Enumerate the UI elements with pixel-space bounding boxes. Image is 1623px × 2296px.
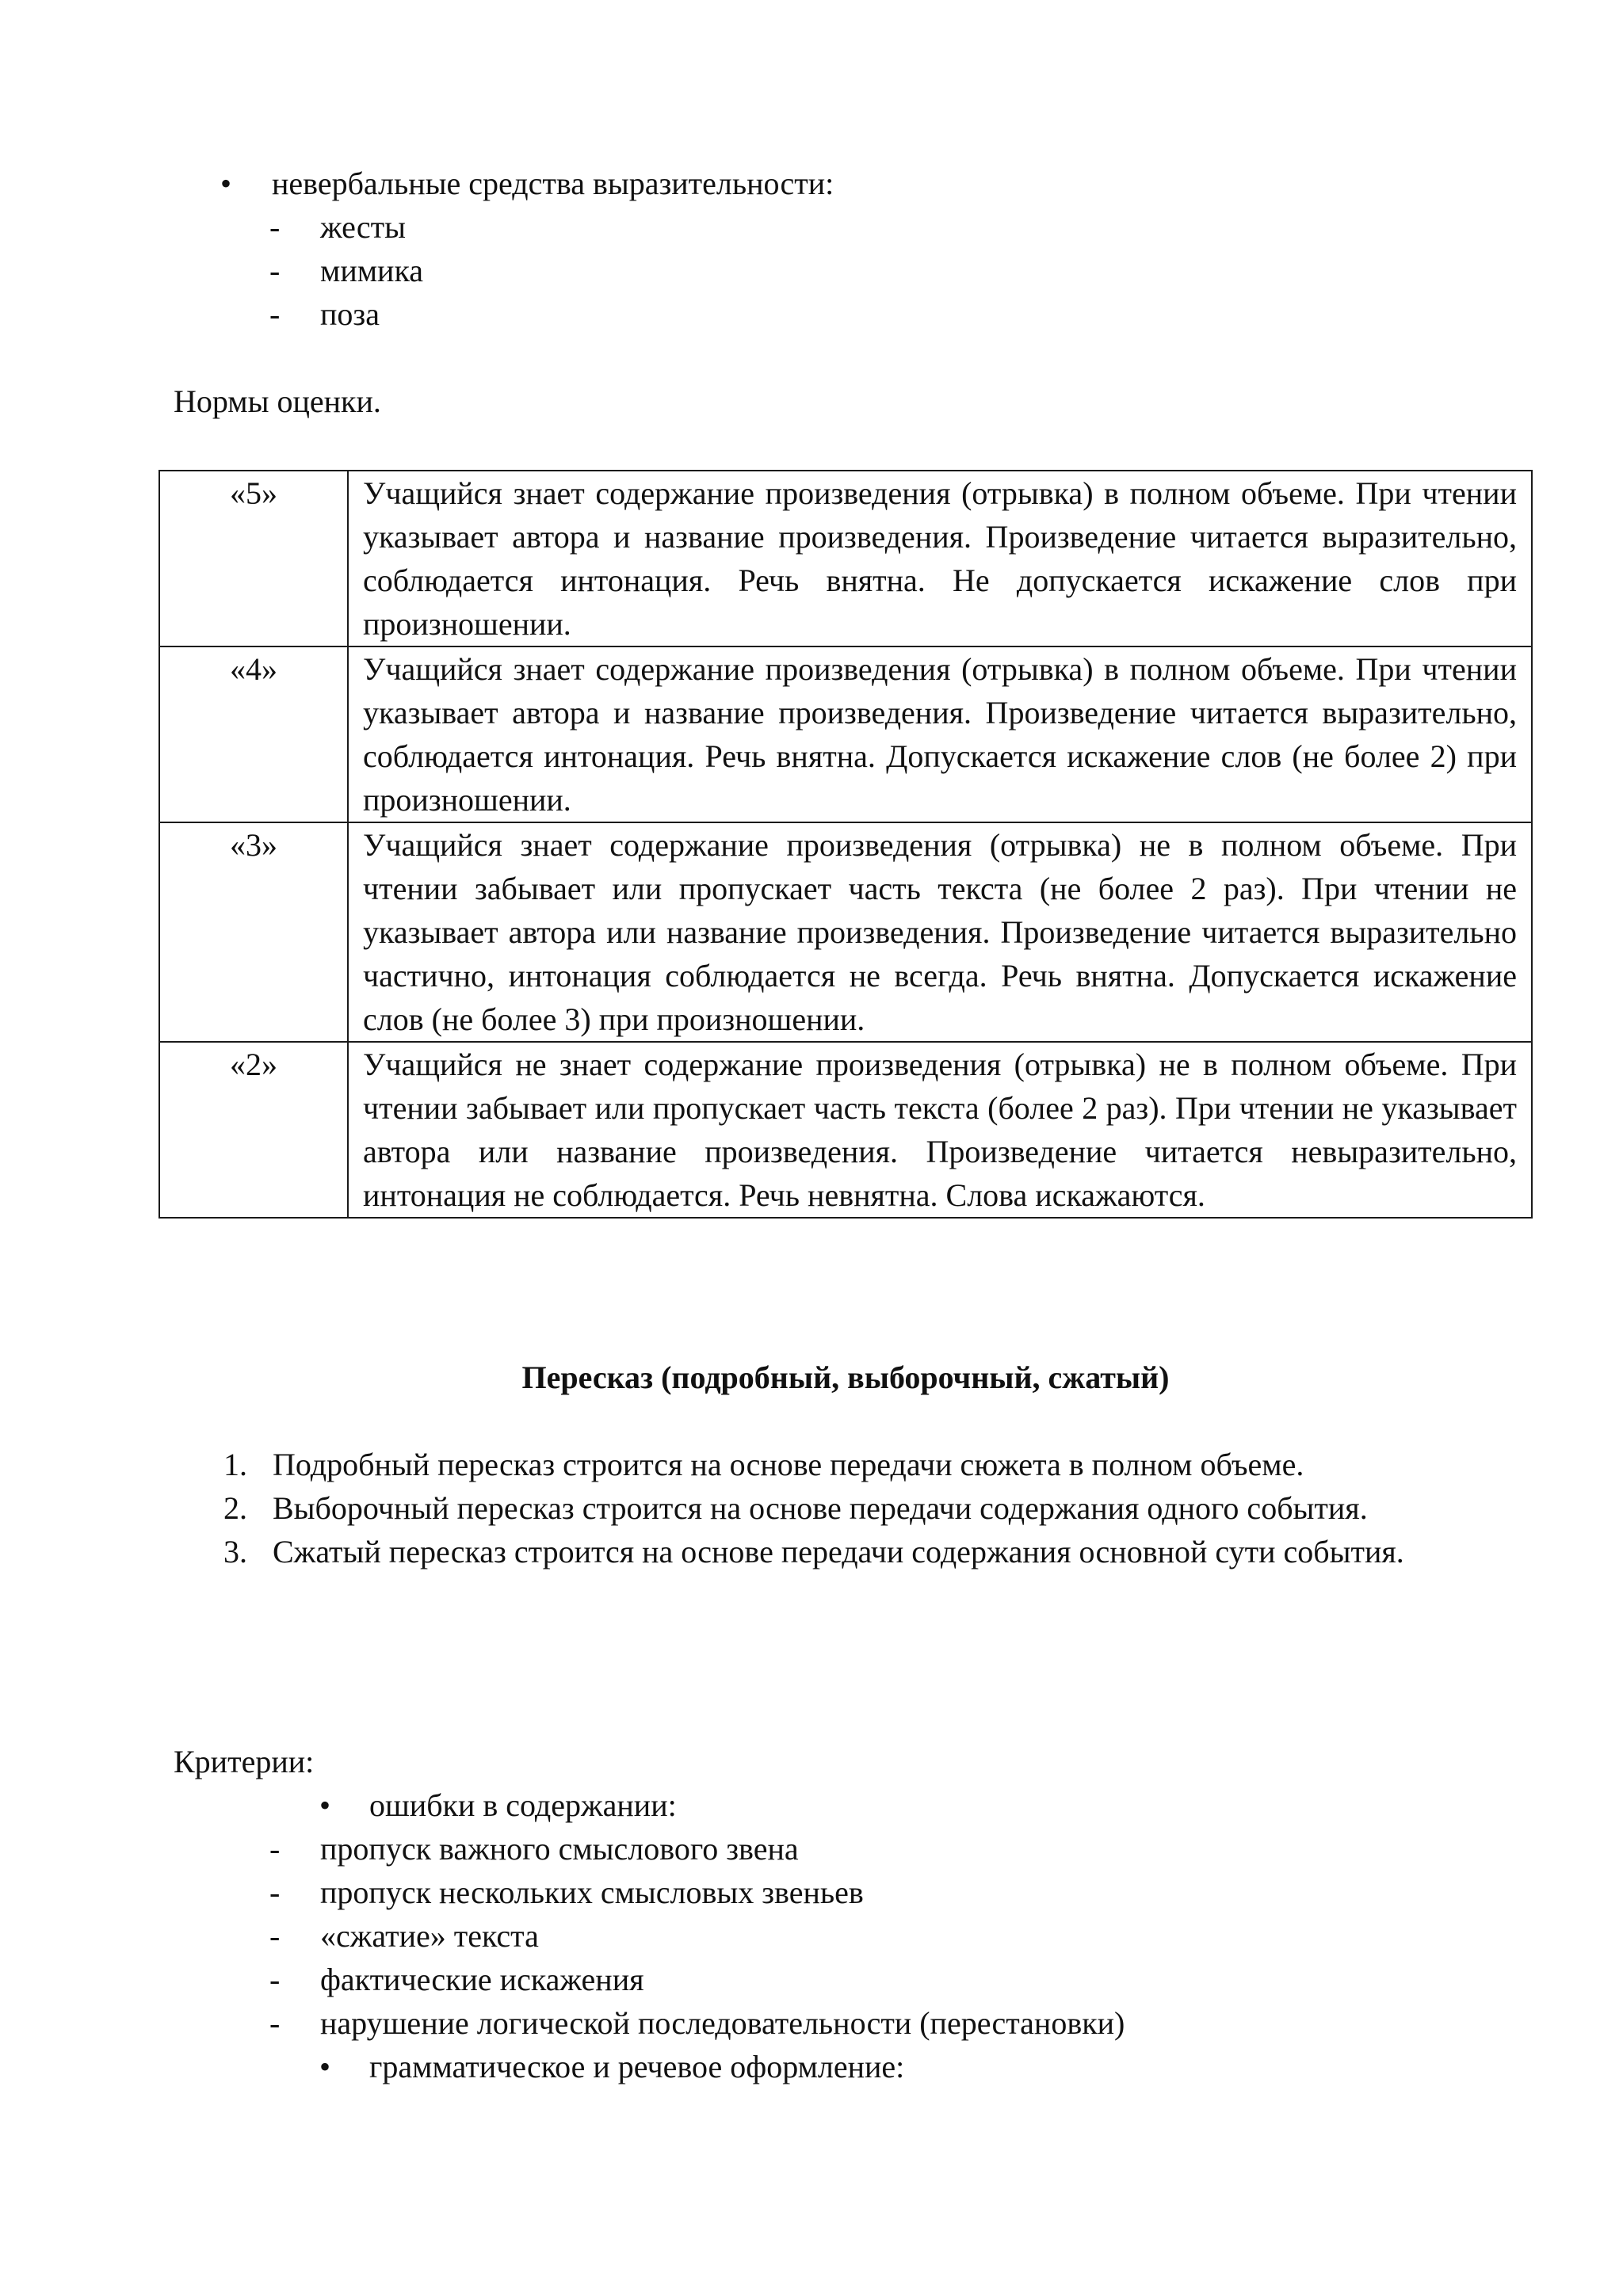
intro-bullet-text: невербальные средства выразительности: bbox=[272, 166, 834, 201]
list-item-text: Сжатый пересказ строится на основе передачи содержания основной сути события. bbox=[273, 1534, 1404, 1569]
list-number: 2. bbox=[223, 1490, 247, 1526]
grade-description-cell: Учащийся знает содержание произведения (отрывка) в полном объеме. При чтении указывает автора и название произведения. Произведение читается выразительно, соблюдается интонация. Речь внятна. Не допускается искажение слов при произношении. bbox=[348, 471, 1532, 646]
table-row bbox=[159, 1042, 1532, 1218]
list-item bbox=[223, 1530, 1623, 1573]
dash-marker: - bbox=[269, 1831, 281, 1867]
dash-marker: - bbox=[269, 1918, 281, 1954]
bullet-marker: • bbox=[220, 166, 232, 201]
dash-marker: - bbox=[269, 209, 281, 245]
grade-cell: «5» bbox=[159, 471, 348, 646]
list-number: 1. bbox=[223, 1447, 247, 1482]
dash-marker: - bbox=[269, 296, 281, 332]
criteria-dash-item: фактические искажения bbox=[320, 1962, 644, 1997]
grading-norms-table bbox=[158, 470, 1533, 1219]
grade-description-cell: Учащийся знает содержание произведения (отрывка) не в полном объеме. При чтении забывает или пропускает часть текста (не более 2 раз). При чтении не указывает автора или название произведения. Произведение читается выразительно частично, интонация соблюдается не всегда. Речь внятна. Допускается искажение слов (не более 3) при произношении. bbox=[348, 822, 1532, 1042]
grade-cell: «4» bbox=[159, 646, 348, 822]
criteria-dash-item: пропуск важного смыслового звена bbox=[320, 1831, 799, 1867]
criteria-bullet-text: ошибки в содержании: bbox=[369, 1787, 677, 1823]
bullet-marker: • bbox=[319, 2049, 331, 2084]
intro-dash-item: мимика bbox=[320, 253, 424, 288]
list-item bbox=[223, 1486, 1623, 1530]
retelling-heading: Пересказ (подробный, выборочный, сжатый) bbox=[521, 1360, 1170, 1395]
list-item-text: Подробный пересказ строится на основе передачи сюжета в полном объеме. bbox=[273, 1447, 1304, 1482]
dash-marker: - bbox=[269, 1875, 281, 1910]
dash-marker: - bbox=[269, 253, 281, 288]
list-item-text: Выборочный пересказ строится на основе передачи содержания одного события. bbox=[273, 1490, 1368, 1526]
table-row bbox=[159, 822, 1532, 1042]
norms-title: Нормы оценки. bbox=[174, 383, 381, 419]
criteria-dash-item: «сжатие» текста bbox=[320, 1918, 539, 1954]
list-item bbox=[223, 1443, 1623, 1486]
dash-marker: - bbox=[269, 2005, 281, 2041]
list-number: 3. bbox=[223, 1534, 247, 1569]
criteria-dash-item: пропуск нескольких смысловых звеньев bbox=[320, 1875, 864, 1910]
criteria-dash-item: нарушение логической последовательности (перестановки) bbox=[320, 2005, 1125, 2041]
retelling-list bbox=[158, 1443, 1623, 1573]
intro-dash-item: жесты bbox=[320, 209, 406, 245]
bullet-marker: • bbox=[319, 1787, 331, 1823]
intro-dash-item: поза bbox=[320, 296, 380, 332]
dash-marker: - bbox=[269, 1962, 281, 1997]
criteria-title: Критерии: bbox=[174, 1744, 315, 1779]
table-row bbox=[159, 646, 1532, 822]
grade-cell: «3» bbox=[159, 822, 348, 1042]
grade-description-cell: Учащийся знает содержание произведения (отрывка) в полном объеме. При чтении указывает автора и название произведения. Произведение читается выразительно, соблюдается интонация. Речь внятна. Допускается искажение слов (не более 2) при произношении. bbox=[348, 646, 1532, 822]
grade-cell: «2» bbox=[159, 1042, 348, 1218]
table-row bbox=[159, 471, 1532, 646]
criteria-bullet-text: грамматическое и речевое оформление: bbox=[369, 2049, 905, 2084]
grade-description-cell: Учащийся не знает содержание произведения (отрывка) не в полном объеме. При чтении забывает или пропускает часть текста (более 2 раз). При чтении не указывает автора или название произведения. Произведение читается невыразительно, интонация не соблюдается. Речь невнятна. Слова искажаются. bbox=[348, 1042, 1532, 1218]
